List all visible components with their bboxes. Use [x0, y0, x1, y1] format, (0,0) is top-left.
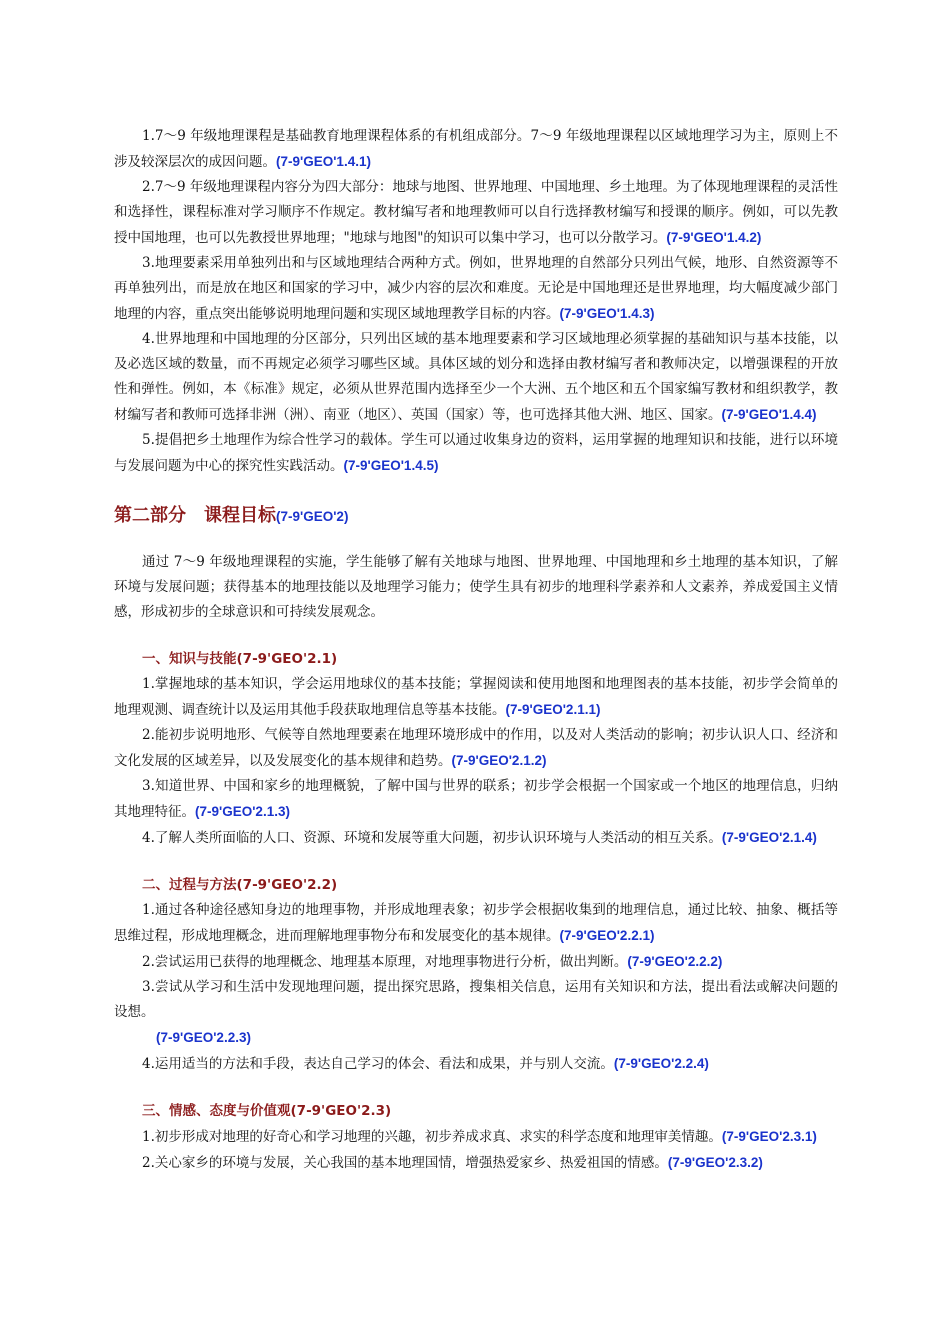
document-body: [114, 124, 838, 1176]
paragraph: 5.提倡把乡土地理作为综合性学习的载体。学生可以通过收集身边的资料，运用掌握的地理知识和技能，进行以环境与发展问题为中心的探究性实践活动。(7-9'GEO'1.4.5): [114, 432, 838, 474]
standard-code: (7-9'GEO'2): [276, 509, 349, 524]
standard-code: (7-9'GEO'2.2.1): [559, 928, 655, 943]
paragraph: 4.运用适当的方法和手段，表达自己学习的体会、看法和成果，并与别人交流。(7-9'GEO'2.2.4): [142, 1056, 709, 1072]
section3-heading: 三、情感、态度与价值观(7-9'GEO'2.3): [142, 1103, 392, 1119]
standard-code: (7-9'GEO'1.4.4): [721, 407, 817, 422]
section1-heading: 一、知识与技能(7-9'GEO'2.1): [142, 651, 338, 667]
part1-list: [114, 124, 838, 479]
part2-heading: 第二部分 课程目标(7-9'GEO'2): [114, 505, 349, 526]
standard-code: (7-9'GEO'2.1.4): [721, 830, 817, 845]
section2-heading: 二、过程与方法(7-9'GEO'2.2): [142, 877, 338, 893]
paragraph: 2.能初步说明地形、气候等自然地理要素在地理环境形成中的作用，以及对人类活动的影响；初步认识人口、经济和文化发展的区域差异，以及发展变化的基本规律和趋势。(7-9'GEO'2.1.2): [114, 727, 838, 769]
paragraph: 3.尝试从学习和生活中发现地理问题，提出探究思路，搜集相关信息，运用有关知识和方法，提出看法或解决问题的设想。: [114, 979, 838, 1020]
paragraph: 2.7～9 年级地理课程内容分为四大部分：地球与地图、世界地理、中国地理、乡土地理。为了体现地理课程的灵活性和选择性，课程标准对学习顺序不作规定。教材编写者和地理教师可以自行选择教材编写和授课的顺序。例如，可以先教授中国地理，也可以先教授世界地理；"地球与地图"的知识可以集中学习，也可以分散学习。(7-9'GEO'1.4.2): [114, 179, 838, 246]
standard-code: (7-9'GEO'2.1.3): [195, 804, 290, 819]
standard-code: (7-9'GEO'2.2.3): [156, 1030, 251, 1045]
standard-code: (7-9'GEO'2.1.2): [451, 753, 547, 768]
paragraph: 2.尝试运用已获得的地理概念、地理基本原理，对地理事物进行分析，做出判断。(7-9'GEO'2.2.2): [142, 954, 723, 970]
paragraph: 1.7～9 年级地理课程是基础教育地理课程体系的有机组成部分。7～9 年级地理课程以区域地理学习为主，原则上不涉及较深层次的成因问题。(7-9'GEO'1.4.1): [114, 128, 838, 170]
standard-code: (7-9'GEO'2.3.1): [721, 1129, 817, 1144]
part2-intro: 通过 7～9 年级地理课程的实施，学生能够了解有关地球与地图、世界地理、中国地理和乡土地理的基本知识，了解环境与发展问题；获得基本的地理技能以及地理学习能力；使学生具有初步的地理科学素养和人文素养，养成爱国主义情感，形成初步的全球意识和可持续发展观念。: [114, 554, 838, 620]
paragraph: 3.知道世界、中国和家乡的地理概貌，了解中国与世界的联系；初步学会根据一个国家或一个地区的地理信息，归纳其地理特征。(7-9'GEO'2.1.3): [114, 778, 838, 820]
paragraph: [114, 1025, 838, 1051]
paragraph: 2.关心家乡的环境与发展，关心我国的基本地理国情，增强热爱家乡、热爱祖国的情感。(7-9'GEO'2.3.2): [142, 1155, 763, 1171]
standard-code: (7-9'GEO'1.4.2): [666, 230, 762, 245]
standard-code: (7-9'GEO'2.3.2): [667, 1155, 763, 1170]
standard-code: (7-9'GEO'1.4.5): [343, 458, 439, 473]
paragraph: 1.初步形成对地理的好奇心和学习地理的兴趣，初步养成求真、求实的科学态度和地理审美情趣。(7-9'GEO'2.3.1): [142, 1129, 817, 1145]
paragraph: 4.了解人类所面临的人口、资源、环境和发展等重大问题，初步认识环境与人类活动的相互关系。(7-9'GEO'2.1.4): [142, 830, 817, 846]
paragraph: 4.世界地理和中国地理的分区部分，只列出区域的基本地理要素和学习区域地理必须掌握的基础知识与基本技能，以及必选区域的数量，而不再规定必须学习哪些区域。具体区域的划分和选择由教材编写者和教师决定，以增强课程的开放性和弹性。例如，本《标准》规定，必须从世界范围内选择至少一个大洲、五个地区和五个国家编写教材和组织教学，教材编写者和教师可选择非洲（洲）、南亚（地区）、英国（国家）等，也可选择其他大洲、地区、国家。(7-9'GEO'1.4.4): [114, 331, 838, 423]
standard-code: (7-9'GEO'1.4.1): [276, 154, 371, 169]
standard-code: (7-9'GEO'2.2.2): [627, 954, 723, 969]
standard-code: (7-9'GEO'2.2.4): [613, 1056, 709, 1071]
standard-code: (7-9'GEO'1.4.3): [559, 306, 655, 321]
paragraph: 1.通过各种途径感知身边的地理事物，并形成地理表象；初步学会根据收集到的地理信息，通过比较、抽象、概括等思维过程，形成地理概念，进而理解地理事物分布和发展变化的基本规律。(7-9'GEO'2.2.1): [114, 902, 838, 944]
standard-code: (7-9'GEO'2.1.1): [505, 702, 601, 717]
paragraph: 3.地理要素采用单独列出和与区域地理结合两种方式。例如，世界地理的自然部分只列出气候，地形、自然资源等不再单独列出，而是放在地区和国家的学习中，减少内容的层次和难度。无论是中国地理还是世界地理，均大幅度减少部门地理的内容，重点突出能够说明地理问题和实现区域地理教学目标的内容。(7-9'GEO'1.4.3): [114, 255, 838, 322]
paragraph: 1.掌握地球的基本知识，学会运用地球仪的基本技能；掌握阅读和使用地图和地理图表的基本技能，初步学会简单的地理观测、调查统计以及运用其他手段获取地理信息等基本技能。(7-9'GEO'2.1.1): [114, 676, 838, 718]
